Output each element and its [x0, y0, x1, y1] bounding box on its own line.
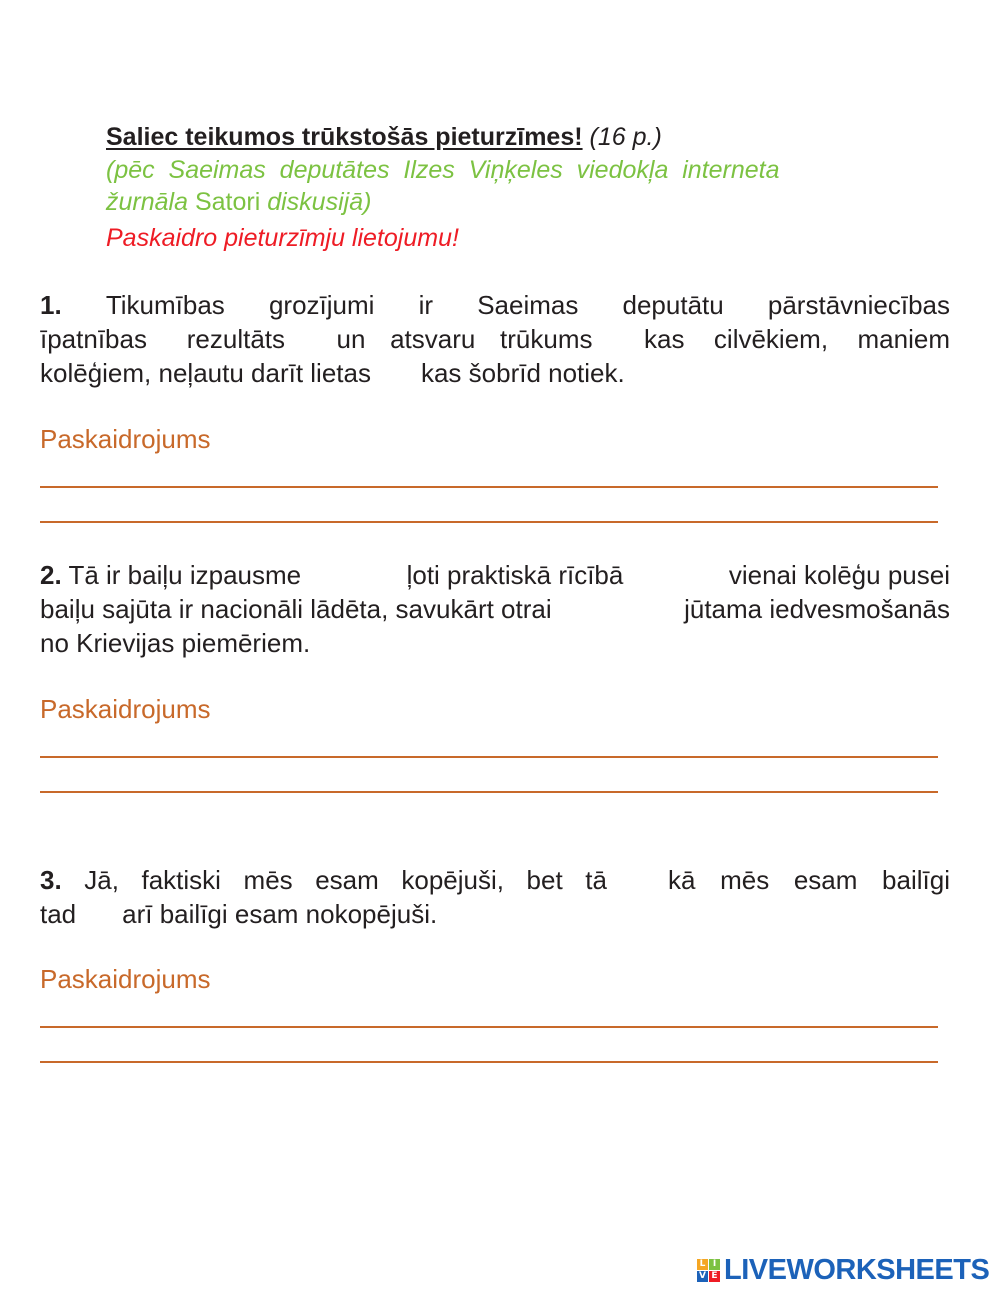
exercise-1-line-1: 1. Tikumības grozījumi ir Saeimas deputātu pārstāvniecības — [40, 290, 950, 320]
source-line-1: (pēc Saeimas deputātes Ilzes Viņķeles viedokļa interneta — [106, 156, 780, 184]
answer-line[interactable] — [40, 1026, 938, 1028]
exercise-number: 2. — [40, 560, 62, 590]
title-text: Saliec teikumos trūkstošās pieturzīmes! — [106, 123, 583, 151]
exercise-1-line-3: kolēģiem, neļautu darīt lietas kas šobrīd notiek. — [40, 358, 625, 388]
answer-line[interactable] — [40, 486, 938, 488]
instruction-text: Paskaidro pieturzīmju lietojumu! — [106, 224, 459, 252]
source-discussion: diskusijā) — [267, 188, 372, 216]
exercise-2-line-1: 2. Tā ir baiļu izpausme ļoti praktiskā rīcībā vienai kolēģu pusei — [40, 560, 950, 590]
exercise-2-line-2: baiļu sajūta ir nacionāli lādēta, savukārt otrai jūtama iedvesmošanās — [40, 594, 950, 624]
worksheet-title — [106, 122, 662, 152]
answer-line[interactable] — [40, 791, 938, 793]
logo-mark-icon: L I V E — [697, 1259, 720, 1282]
explanation-label: Paskaidrojums — [40, 694, 211, 724]
source-magazine-label: žurnāla — [106, 188, 188, 216]
liveworksheets-logo — [697, 1254, 989, 1287]
source-line-2 — [106, 186, 371, 219]
logo-text: LIVEWORKSHEETS — [724, 1254, 990, 1286]
exercise-number: 3. — [40, 865, 62, 895]
explanation-label: Paskaidrojums — [40, 964, 211, 994]
exercise-3-line-1: 3. Jā, faktiski mēs esam kopējuši, bet tā kā mēs esam bailīgi — [40, 865, 950, 895]
exercise-number: 1. — [40, 290, 62, 320]
answer-line[interactable] — [40, 1061, 938, 1063]
answer-line[interactable] — [40, 756, 938, 758]
exercise-2-line-3: no Krievijas piemēriem. — [40, 628, 311, 658]
explanation-label: Paskaidrojums — [40, 424, 211, 454]
points-label: (16 p.) — [589, 123, 662, 151]
answer-line[interactable] — [40, 521, 938, 523]
exercise-3-line-2: tad arī bailīgi esam nokopējuši. — [40, 899, 438, 929]
source-magazine-name: Satori — [194, 188, 261, 216]
exercise-1-line-2: īpatnības rezultāts un atsvaru trūkums kas cilvēkiem, maniem — [40, 324, 950, 354]
